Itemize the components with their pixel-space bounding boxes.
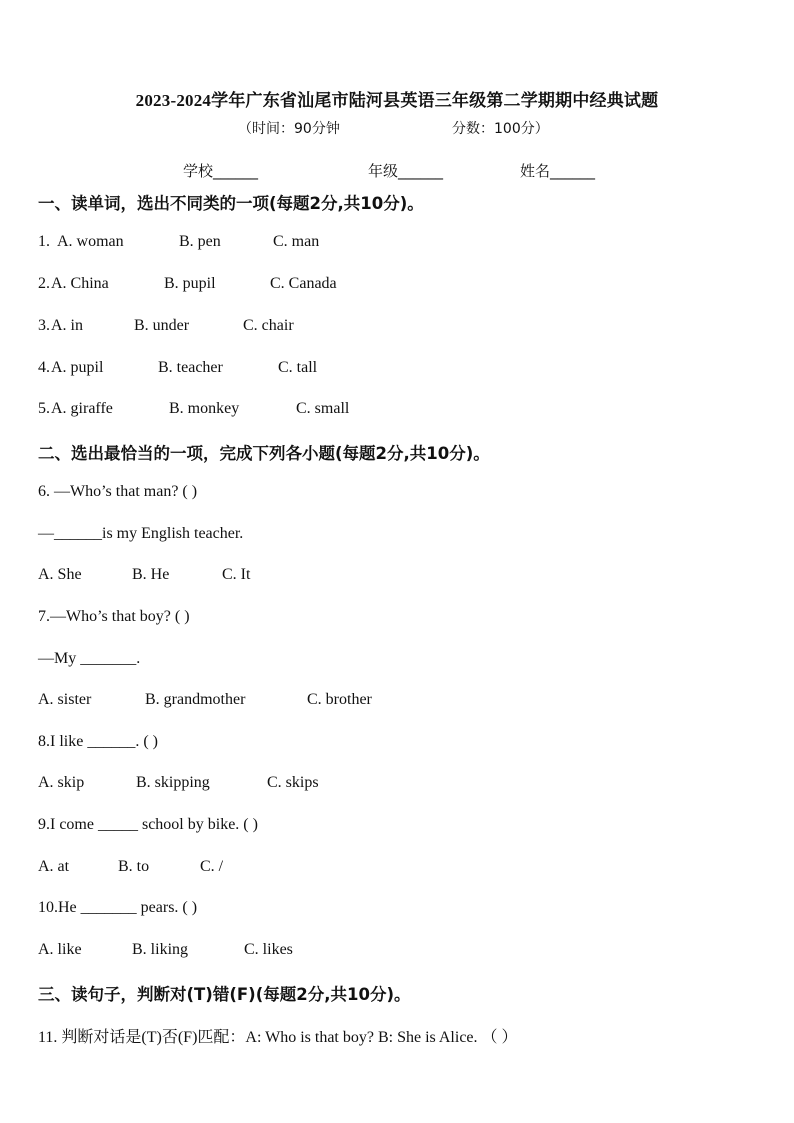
option-c: C. man — [273, 233, 320, 250]
option-c: C. likes — [244, 941, 293, 958]
section-1-heading: 一、读单词，选出不同类的一项(每题2分,共10分)。 — [38, 194, 424, 213]
question-stem: 6. —Who’s that man? ( ) — [38, 483, 198, 500]
question-stem: 10.He _______ pears. ( ) — [38, 899, 198, 916]
option-c: C. Canada — [270, 275, 337, 292]
option-a: A. China — [51, 275, 109, 292]
option-b: B. to — [118, 858, 150, 875]
question-number: 3. — [38, 317, 50, 334]
exam-score: 分数：100分） — [452, 121, 549, 137]
option-a: A. woman — [57, 233, 124, 250]
section-3-heading: 三、读句子，判断对(T)错(F)(每题2分,共10分)。 — [38, 985, 411, 1004]
question-reply: —______is my English teacher. — [38, 525, 244, 542]
question-stem: 9.I come _____ school by bike. ( ) — [38, 816, 258, 833]
question-number: 4. — [38, 359, 50, 376]
option-b: B. teacher — [158, 359, 223, 376]
option-c: C. tall — [278, 359, 318, 376]
option-c: C. brother — [307, 691, 372, 708]
option-b: B. liking — [132, 941, 189, 958]
question-number: 2. — [38, 275, 50, 292]
option-c: C. chair — [243, 317, 294, 334]
option-a: A. giraffe — [51, 400, 113, 417]
option-c: C. It — [222, 566, 251, 583]
option-a: A. at — [38, 858, 70, 875]
option-a: A. pupil — [51, 359, 104, 376]
option-c: C. small — [296, 400, 350, 417]
option-a: A. in — [51, 317, 83, 334]
school-field: 学校______ — [183, 162, 259, 180]
section-2-heading: 二、选出最恰当的一项，完成下列各小题(每题2分,共10分)。 — [38, 444, 490, 463]
option-b: B. skipping — [136, 774, 210, 791]
page-title: 2023-2024学年广东省汕尾市陆河县英语三年级第二学期期中经典试题 — [135, 91, 659, 110]
exam-time: （时间：90分钟 — [238, 121, 340, 137]
grade-field: 年级______ — [368, 162, 444, 180]
option-b: B. He — [132, 566, 170, 583]
option-c: C. skips — [267, 774, 319, 791]
option-b: B. pupil — [164, 275, 216, 292]
option-b: B. monkey — [169, 400, 240, 417]
option-b: B. pen — [179, 233, 221, 250]
option-a: A. sister — [38, 691, 92, 708]
question-number: 5. — [38, 400, 50, 417]
option-b: B. grandmother — [145, 691, 246, 708]
name-field: 姓名______ — [520, 162, 596, 180]
option-b: B. under — [134, 317, 190, 334]
option-a: A. skip — [38, 774, 85, 791]
question-reply: —My _______. — [38, 650, 141, 667]
question-stem: 7.—Who’s that boy? ( ) — [38, 608, 190, 625]
option-a: A. She — [38, 566, 82, 583]
question-stem: 8.I like ______. ( ) — [38, 733, 158, 750]
option-a: A. like — [38, 941, 82, 958]
question-number: 1. — [38, 233, 50, 250]
question-11-stem: 11. 判断对话是(T)否(F)匹配：A: Who is that boy? B: She is Alice. （ ） — [38, 1029, 518, 1046]
option-c: C. / — [200, 858, 224, 875]
